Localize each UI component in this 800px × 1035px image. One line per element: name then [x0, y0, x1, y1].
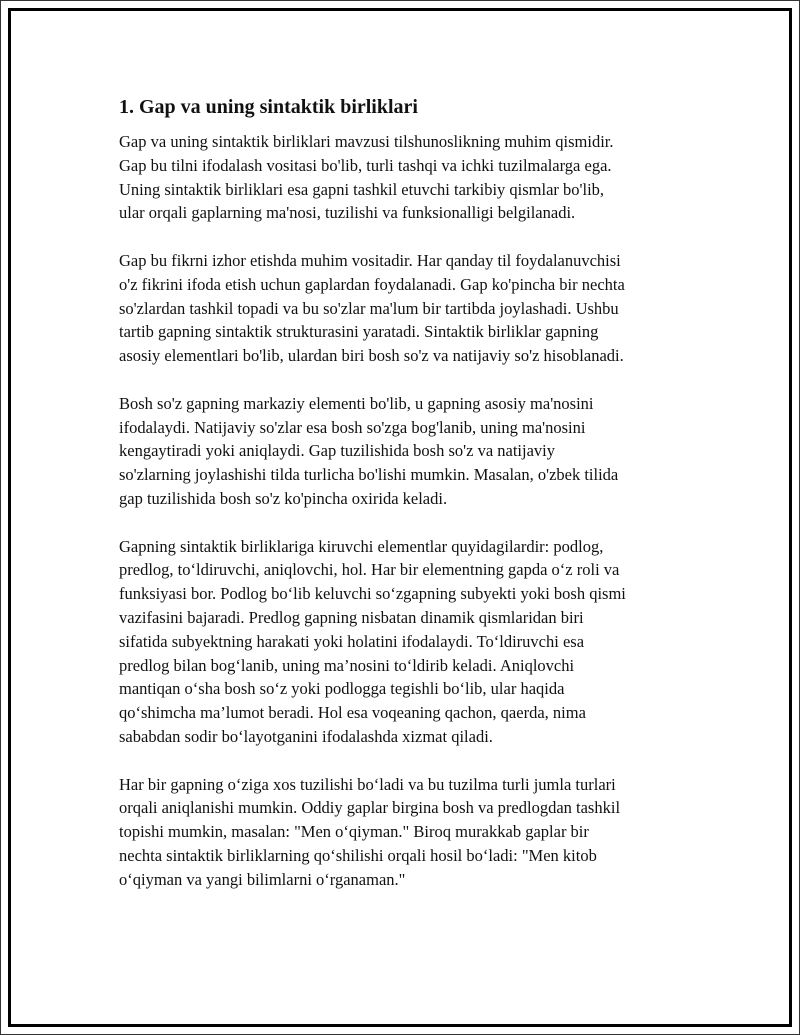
text-line: so'zlarning joylashishi tilda turlicha bo'lishi mumkin. Masalan, o'zbek tilida: [119, 465, 619, 485]
text-line: sifatida subyektning harakati yoki holatini ifodalaydi. To‘ldiruvchi esa: [119, 631, 585, 651]
text-line: sababdan sodir bo‘layotganini ifodalashda xizmat qiladi.: [119, 726, 493, 746]
paragraph-1: [119, 130, 689, 225]
paragraph-spacer: [119, 511, 689, 535]
paragraph-3: [119, 392, 689, 511]
text-line: Gapning sintaktik birliklariga kiruvchi elementlar quyidagilardir: podlog,: [119, 536, 604, 556]
text-line: funksiyasi bor. Podlog bo‘lib keluvchi so‘zgapning subyekti yoki bosh qismi: [119, 584, 626, 604]
text-line: Bosh so'z gapning markaziy elementi bo'lib, u gapning asosiy ma'nosini: [119, 393, 594, 413]
section-heading: 1. Gap va uning sintaktik birliklari: [119, 96, 418, 118]
text-line: nechta sintaktik birliklarning qo‘shilishi orqali hosil bo‘ladi: "Men kitob: [119, 845, 597, 865]
text-line: gap tuzilishida bosh so'z ko'pincha oxirida keladi.: [119, 488, 448, 508]
text-line: o'z fikrini ifoda etish uchun gaplardan foydalanadi. Gap ko'pincha bir nechta: [119, 274, 625, 294]
text-line: Uning sintaktik birliklari esa gapni tashkil etuvchi tarkibiy qismlar bo'lib,: [119, 179, 605, 199]
text-line: so'zlardan tashkil topadi va bu so'zlar ma'lum bir tartibda joylashadi. Ushbu: [119, 298, 619, 318]
paragraph-2: [119, 249, 689, 368]
text-line: orqali aniqlanishi mumkin. Oddiy gaplar birgina bosh va predlogdan tashkil: [119, 798, 621, 818]
text-line: mantiqan o‘sha bosh so‘z yoki podlogga tegishli bo‘lib, ular haqida: [119, 679, 565, 699]
text-line: kengaytiradi yoki aniqlaydi. Gap tuzilishida bosh so'z va natijaviy: [119, 441, 556, 461]
text-line: Gap va uning sintaktik birliklari mavzusi tilshunoslikning muhim qismidir.: [119, 132, 614, 151]
paragraph-spacer: [119, 225, 689, 249]
paragraph-spacer: [119, 749, 689, 773]
text-line: predlog bilan bog‘lanib, uning ma’nosini to‘ldirib keladi. Aniqlovchi: [119, 655, 575, 675]
text-line: ular orqali gaplarning ma'nosi, tuzilishi va funksionalligi belgilanadi.: [119, 203, 576, 223]
paragraph-spacer: [119, 368, 689, 392]
text-line: asosiy elementlari bo'lib, ulardan biri bosh so'z va natijaviy so'z hisoblanadi.: [119, 346, 624, 366]
text-line: qo‘shimcha ma’lumot beradi. Hol esa voqeaning qachon, qaerda, nima: [119, 703, 586, 723]
text-line: ifodalaydi. Natijaviy so'zlar esa bosh so'zga bog'lanib, uning ma'nosini: [119, 417, 586, 437]
text-line: tartib gapning sintaktik strukturasini yaratadi. Sintaktik birliklar gapning: [119, 322, 599, 342]
text-line: vazifasini bajaradi. Predlog gapning nisbatan dinamik qismlaridan biri: [119, 607, 584, 627]
paragraph-4: [119, 535, 689, 749]
text-line: Gap bu tilni ifodalash vositasi bo'lib, turli tashqi va ichki tuzilmalarga ega.: [119, 155, 612, 175]
paragraph-5: [119, 773, 689, 892]
text-line: topishi mumkin, masalan: "Men o‘qiyman." Biroq murakkab gaplar bir: [119, 822, 589, 842]
document-body: [119, 94, 689, 892]
text-line: Gap bu fikrni izhor etishda muhim vositadir. Har qanday til foydalanuvchisi: [119, 250, 621, 270]
text-line: predlog, to‘ldiruvchi, aniqlovchi, hol. Har bir elementning gapda o‘z roli va: [119, 560, 620, 580]
text-line: Har bir gapning o‘ziga xos tuzilishi bo‘ladi va bu tuzilma turli jumla turlari: [119, 774, 616, 794]
text-line: o‘qiyman va yangi bilimlarni o‘rganaman.": [119, 869, 406, 889]
